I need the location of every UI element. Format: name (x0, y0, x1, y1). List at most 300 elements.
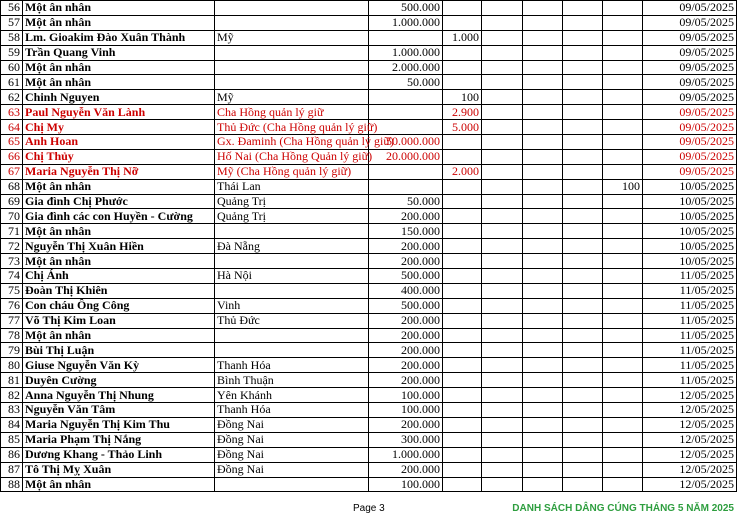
amount-col-7 (523, 283, 563, 298)
amount-col-8 (563, 149, 603, 164)
donor-location: Thanh Hóa (215, 358, 369, 373)
donor-name: Chị Thủy (23, 149, 215, 164)
amount-col-6 (482, 269, 523, 284)
table-row (1, 417, 737, 432)
amount-col-7 (523, 179, 563, 194)
donation-date: 09/05/2025 (643, 90, 737, 105)
donation-date: 11/05/2025 (643, 343, 737, 358)
donor-location (215, 343, 369, 358)
row-number: 67 (1, 164, 23, 179)
amount-usd (443, 209, 482, 224)
amount-col-6 (482, 90, 523, 105)
amount-col-9 (603, 45, 643, 60)
amount-col-7 (523, 313, 563, 328)
amount-col-8 (563, 209, 603, 224)
table-row (1, 60, 737, 75)
table-row (1, 105, 737, 120)
donor-name: Trần Quang Vinh (23, 45, 215, 60)
amount-vnd (369, 179, 443, 194)
amount-col-7 (523, 15, 563, 30)
amount-vnd: 500.000 (369, 269, 443, 284)
amount-col-7 (523, 75, 563, 90)
amount-col-8 (563, 30, 603, 45)
table-row (1, 298, 737, 313)
amount-col-8 (563, 45, 603, 60)
donor-name: Một ân nhân (23, 1, 215, 16)
document-title: DANH SÁCH DÂNG CÚNG THÁNG 5 NĂM 2025 (512, 503, 734, 514)
donor-name: Lm. Gioakim Đào Xuân Thành (23, 30, 215, 45)
donor-location: Đồng Nai (215, 432, 369, 447)
amount-col-7 (523, 135, 563, 150)
table-row (1, 90, 737, 105)
amount-col-9 (603, 194, 643, 209)
amount-col-8 (563, 105, 603, 120)
amount-col-9 (603, 90, 643, 105)
amount-col-6 (482, 149, 523, 164)
donor-name: Một ân nhân (23, 254, 215, 269)
amount-usd (443, 343, 482, 358)
amount-vnd: 200.000 (369, 358, 443, 373)
amount-usd (443, 373, 482, 388)
row-number: 72 (1, 239, 23, 254)
row-number: 58 (1, 30, 23, 45)
amount-col-8 (563, 60, 603, 75)
donation-date: 11/05/2025 (643, 298, 737, 313)
page-number: Page 3 (353, 503, 385, 514)
donor-location: Quảng Trị (215, 194, 369, 209)
row-number: 75 (1, 283, 23, 298)
donation-date: 11/05/2025 (643, 328, 737, 343)
amount-col-6 (482, 477, 523, 492)
donation-date: 09/05/2025 (643, 120, 737, 135)
row-number: 80 (1, 358, 23, 373)
donor-location: Quảng Trị (215, 209, 369, 224)
donor-name: Một ân nhân (23, 477, 215, 492)
donor-location (215, 15, 369, 30)
amount-col-7 (523, 1, 563, 16)
donor-name: Anh Hoan (23, 135, 215, 150)
amount-col-9 (603, 388, 643, 403)
donor-location (215, 477, 369, 492)
table-row (1, 239, 737, 254)
amount-col-9 (603, 254, 643, 269)
amount-col-7 (523, 164, 563, 179)
amount-col-8 (563, 462, 603, 477)
amount-col-9 (603, 417, 643, 432)
row-number: 61 (1, 75, 23, 90)
amount-vnd: 200.000 (369, 209, 443, 224)
amount-col-9 (603, 1, 643, 16)
donor-location (215, 75, 369, 90)
amount-col-7 (523, 194, 563, 209)
donor-location: Bình Thuận (215, 373, 369, 388)
amount-col-6 (482, 60, 523, 75)
donation-date: 09/05/2025 (643, 30, 737, 45)
amount-vnd: 500.000 (369, 298, 443, 313)
amount-col-7 (523, 417, 563, 432)
amount-usd (443, 15, 482, 30)
row-number: 74 (1, 269, 23, 284)
amount-vnd: 200.000 (369, 313, 443, 328)
donor-name: Một ân nhân (23, 15, 215, 30)
table-row (1, 269, 737, 284)
donation-date: 09/05/2025 (643, 60, 737, 75)
amount-usd: 2.000 (443, 164, 482, 179)
amount-col-8 (563, 358, 603, 373)
amount-col-8 (563, 432, 603, 447)
amount-col-9 (603, 313, 643, 328)
amount-col-6 (482, 224, 523, 239)
amount-col-6 (482, 328, 523, 343)
amount-col-7 (523, 269, 563, 284)
amount-col-6 (482, 135, 523, 150)
donor-location: Mỹ (215, 90, 369, 105)
table-row (1, 194, 737, 209)
amount-col-8 (563, 179, 603, 194)
amount-col-9 (603, 60, 643, 75)
donor-name: Bùi Thị Luận (23, 343, 215, 358)
table-row (1, 313, 737, 328)
amount-vnd: 200.000 (369, 343, 443, 358)
amount-col-6 (482, 358, 523, 373)
row-number: 86 (1, 447, 23, 462)
amount-vnd: 100.000 (369, 477, 443, 492)
donor-name: Nguyễn Văn Tâm (23, 403, 215, 418)
table-row (1, 343, 737, 358)
amount-vnd: 20.000.000 (369, 149, 443, 164)
table-row (1, 164, 737, 179)
amount-usd (443, 283, 482, 298)
amount-col-7 (523, 149, 563, 164)
amount-col-6 (482, 447, 523, 462)
donation-date: 10/05/2025 (643, 194, 737, 209)
donor-location (215, 328, 369, 343)
amount-usd (443, 432, 482, 447)
amount-col-6 (482, 417, 523, 432)
amount-col-9 (603, 358, 643, 373)
donor-name: Võ Thị Kim Loan (23, 313, 215, 328)
amount-vnd: 200.000 (369, 373, 443, 388)
amount-usd (443, 447, 482, 462)
amount-col-9 (603, 269, 643, 284)
amount-vnd: 200.000 (369, 239, 443, 254)
amount-vnd: 100.000 (369, 388, 443, 403)
amount-vnd: 1.000.000 (369, 15, 443, 30)
donor-name: Maria Nguyễn Thị Nỡ (23, 164, 215, 179)
donation-date: 10/05/2025 (643, 209, 737, 224)
amount-col-9 (603, 477, 643, 492)
row-number: 62 (1, 90, 23, 105)
amount-col-9 (603, 283, 643, 298)
amount-usd: 100 (443, 90, 482, 105)
amount-col-7 (523, 447, 563, 462)
amount-col-8 (563, 15, 603, 30)
donor-location: Vinh (215, 298, 369, 313)
row-number: 82 (1, 388, 23, 403)
amount-col-9 (603, 164, 643, 179)
amount-usd (443, 477, 482, 492)
donor-location (215, 283, 369, 298)
amount-col-8 (563, 373, 603, 388)
amount-col-7 (523, 403, 563, 418)
amount-col-8 (563, 1, 603, 16)
amount-vnd (369, 105, 443, 120)
donation-date: 12/05/2025 (643, 477, 737, 492)
table-row (1, 224, 737, 239)
amount-vnd: 2.000.000 (369, 60, 443, 75)
donation-date: 09/05/2025 (643, 105, 737, 120)
amount-col-9 (603, 373, 643, 388)
donor-name: Đoàn Thị Khiên (23, 283, 215, 298)
amount-col-6 (482, 209, 523, 224)
donation-date: 12/05/2025 (643, 403, 737, 418)
amount-usd (443, 1, 482, 16)
donor-location (215, 60, 369, 75)
amount-col-6 (482, 239, 523, 254)
amount-col-8 (563, 194, 603, 209)
amount-vnd: 50.000.000 (369, 135, 443, 150)
amount-col-8 (563, 135, 603, 150)
donor-name: Một ân nhân (23, 179, 215, 194)
donor-location: Thái Lan (215, 179, 369, 194)
donor-location (215, 224, 369, 239)
row-number: 64 (1, 120, 23, 135)
amount-col-8 (563, 120, 603, 135)
donor-name: Maria Nguyễn Thị Kim Thu (23, 417, 215, 432)
amount-col-6 (482, 164, 523, 179)
table-row (1, 75, 737, 90)
amount-col-9 (603, 120, 643, 135)
row-number: 78 (1, 328, 23, 343)
row-number: 83 (1, 403, 23, 418)
amount-col-6 (482, 179, 523, 194)
amount-col-9 (603, 75, 643, 90)
donation-date: 10/05/2025 (643, 179, 737, 194)
amount-col-7 (523, 462, 563, 477)
donation-date: 09/05/2025 (643, 1, 737, 16)
donor-name: Một ân nhân (23, 75, 215, 90)
amount-col-7 (523, 388, 563, 403)
amount-usd (443, 462, 482, 477)
amount-vnd: 200.000 (369, 254, 443, 269)
donation-date: 11/05/2025 (643, 313, 737, 328)
amount-vnd: 200.000 (369, 462, 443, 477)
amount-vnd: 50.000 (369, 194, 443, 209)
amount-col-7 (523, 60, 563, 75)
amount-usd (443, 75, 482, 90)
amount-col-7 (523, 239, 563, 254)
amount-col-9 (603, 447, 643, 462)
donor-name: Chinh Nguyen (23, 90, 215, 105)
amount-col-6 (482, 373, 523, 388)
donation-date: 09/05/2025 (643, 149, 737, 164)
donor-location: Cha Hồng quản lý giữ (215, 105, 369, 120)
amount-usd (443, 60, 482, 75)
amount-usd (443, 179, 482, 194)
amount-usd (443, 313, 482, 328)
row-number: 79 (1, 343, 23, 358)
table-row (1, 15, 737, 30)
row-number: 71 (1, 224, 23, 239)
amount-col-7 (523, 224, 563, 239)
amount-usd: 5.000 (443, 120, 482, 135)
table-row (1, 462, 737, 477)
amount-vnd: 300.000 (369, 432, 443, 447)
amount-usd (443, 239, 482, 254)
amount-col-6 (482, 254, 523, 269)
donor-name: Con cháu Ông Công (23, 298, 215, 313)
donation-date: 09/05/2025 (643, 45, 737, 60)
donor-location: Thủ Đức (215, 313, 369, 328)
amount-col-8 (563, 239, 603, 254)
amount-col-7 (523, 358, 563, 373)
donation-date: 12/05/2025 (643, 462, 737, 477)
amount-col-9 (603, 105, 643, 120)
amount-col-8 (563, 388, 603, 403)
donor-location: Yên Khánh (215, 388, 369, 403)
amount-col-6 (482, 343, 523, 358)
donor-name: Anna Nguyễn Thị Nhung (23, 388, 215, 403)
donor-location: Mỹ (215, 30, 369, 45)
donation-date: 09/05/2025 (643, 75, 737, 90)
donor-name: Paul Nguyễn Văn Lành (23, 105, 215, 120)
amount-col-9 (603, 343, 643, 358)
amount-col-6 (482, 462, 523, 477)
amount-col-6 (482, 120, 523, 135)
donor-name: Một ân nhân (23, 224, 215, 239)
amount-usd (443, 358, 482, 373)
table-row (1, 45, 737, 60)
amount-usd (443, 328, 482, 343)
row-number: 88 (1, 477, 23, 492)
amount-col-7 (523, 120, 563, 135)
donation-date: 11/05/2025 (643, 358, 737, 373)
table-row (1, 209, 737, 224)
donor-name: Một ân nhân (23, 328, 215, 343)
amount-vnd: 50.000 (369, 75, 443, 90)
donation-date: 11/05/2025 (643, 373, 737, 388)
row-number: 76 (1, 298, 23, 313)
donor-name: Gia đình Chị Phước (23, 194, 215, 209)
amount-col-9 (603, 462, 643, 477)
table-row (1, 179, 737, 194)
amount-usd (443, 403, 482, 418)
table-row (1, 477, 737, 492)
row-number: 85 (1, 432, 23, 447)
donor-name: Một ân nhân (23, 60, 215, 75)
amount-usd: 2.900 (443, 105, 482, 120)
row-number: 59 (1, 45, 23, 60)
donation-date: 09/05/2025 (643, 164, 737, 179)
table-row (1, 120, 737, 135)
table-row (1, 358, 737, 373)
amount-col-8 (563, 417, 603, 432)
amount-col-6 (482, 1, 523, 16)
amount-col-8 (563, 447, 603, 462)
amount-col-8 (563, 269, 603, 284)
donation-date: 09/05/2025 (643, 135, 737, 150)
donor-location: Mỹ (Cha Hồng quản lý giữ) (215, 164, 369, 179)
amount-col-6 (482, 388, 523, 403)
donor-name: Tô Thị Mỵ Xuân (23, 462, 215, 477)
amount-col-6 (482, 15, 523, 30)
row-number: 66 (1, 149, 23, 164)
amount-col-6 (482, 194, 523, 209)
table-row (1, 283, 737, 298)
amount-col-9 (603, 209, 643, 224)
amount-col-6 (482, 45, 523, 60)
amount-col-7 (523, 254, 563, 269)
donation-date: 12/05/2025 (643, 388, 737, 403)
amount-col-9: 100 (603, 179, 643, 194)
table-row (1, 403, 737, 418)
amount-usd: 1.000 (443, 30, 482, 45)
amount-col-9 (603, 403, 643, 418)
donor-location: Đà Nẵng (215, 239, 369, 254)
row-number: 81 (1, 373, 23, 388)
amount-vnd: 100.000 (369, 403, 443, 418)
amount-col-6 (482, 298, 523, 313)
amount-col-6 (482, 30, 523, 45)
row-number: 57 (1, 15, 23, 30)
table-row (1, 254, 737, 269)
amount-col-9 (603, 135, 643, 150)
amount-col-9 (603, 15, 643, 30)
donor-location: Thủ Đức (Cha Hồng quản lý giữ) (215, 120, 369, 135)
amount-vnd (369, 164, 443, 179)
amount-col-8 (563, 75, 603, 90)
amount-usd (443, 388, 482, 403)
donor-location: Đồng Nai (215, 447, 369, 462)
amount-col-7 (523, 373, 563, 388)
table-row (1, 388, 737, 403)
row-number: 70 (1, 209, 23, 224)
amount-usd (443, 45, 482, 60)
amount-col-6 (482, 75, 523, 90)
table-row (1, 30, 737, 45)
amount-col-9 (603, 432, 643, 447)
donor-name: Maria Phạm Thị Nắng (23, 432, 215, 447)
donor-location: Hố Nai (Cha Hồng Quản lý giữ) (215, 149, 369, 164)
donor-location: Đồng Nai (215, 417, 369, 432)
amount-vnd (369, 90, 443, 105)
donation-date: 12/05/2025 (643, 417, 737, 432)
amount-usd (443, 135, 482, 150)
row-number: 56 (1, 1, 23, 16)
amount-col-8 (563, 313, 603, 328)
amount-col-8 (563, 224, 603, 239)
row-number: 68 (1, 179, 23, 194)
table-row (1, 1, 737, 16)
row-number: 84 (1, 417, 23, 432)
amount-col-8 (563, 477, 603, 492)
amount-col-9 (603, 224, 643, 239)
donor-name: Dương Khang - Thảo Linh (23, 447, 215, 462)
donation-date: 10/05/2025 (643, 239, 737, 254)
donation-date: 11/05/2025 (643, 269, 737, 284)
amount-col-8 (563, 328, 603, 343)
donation-date: 10/05/2025 (643, 224, 737, 239)
amount-col-8 (563, 254, 603, 269)
donation-date: 11/05/2025 (643, 283, 737, 298)
donor-name: Nguyễn Thị Xuân Hiền (23, 239, 215, 254)
amount-usd (443, 269, 482, 284)
donation-date: 09/05/2025 (643, 15, 737, 30)
amount-col-6 (482, 313, 523, 328)
donor-name: Giuse Nguyễn Văn Kỳ (23, 358, 215, 373)
amount-col-7 (523, 90, 563, 105)
row-number: 65 (1, 135, 23, 150)
